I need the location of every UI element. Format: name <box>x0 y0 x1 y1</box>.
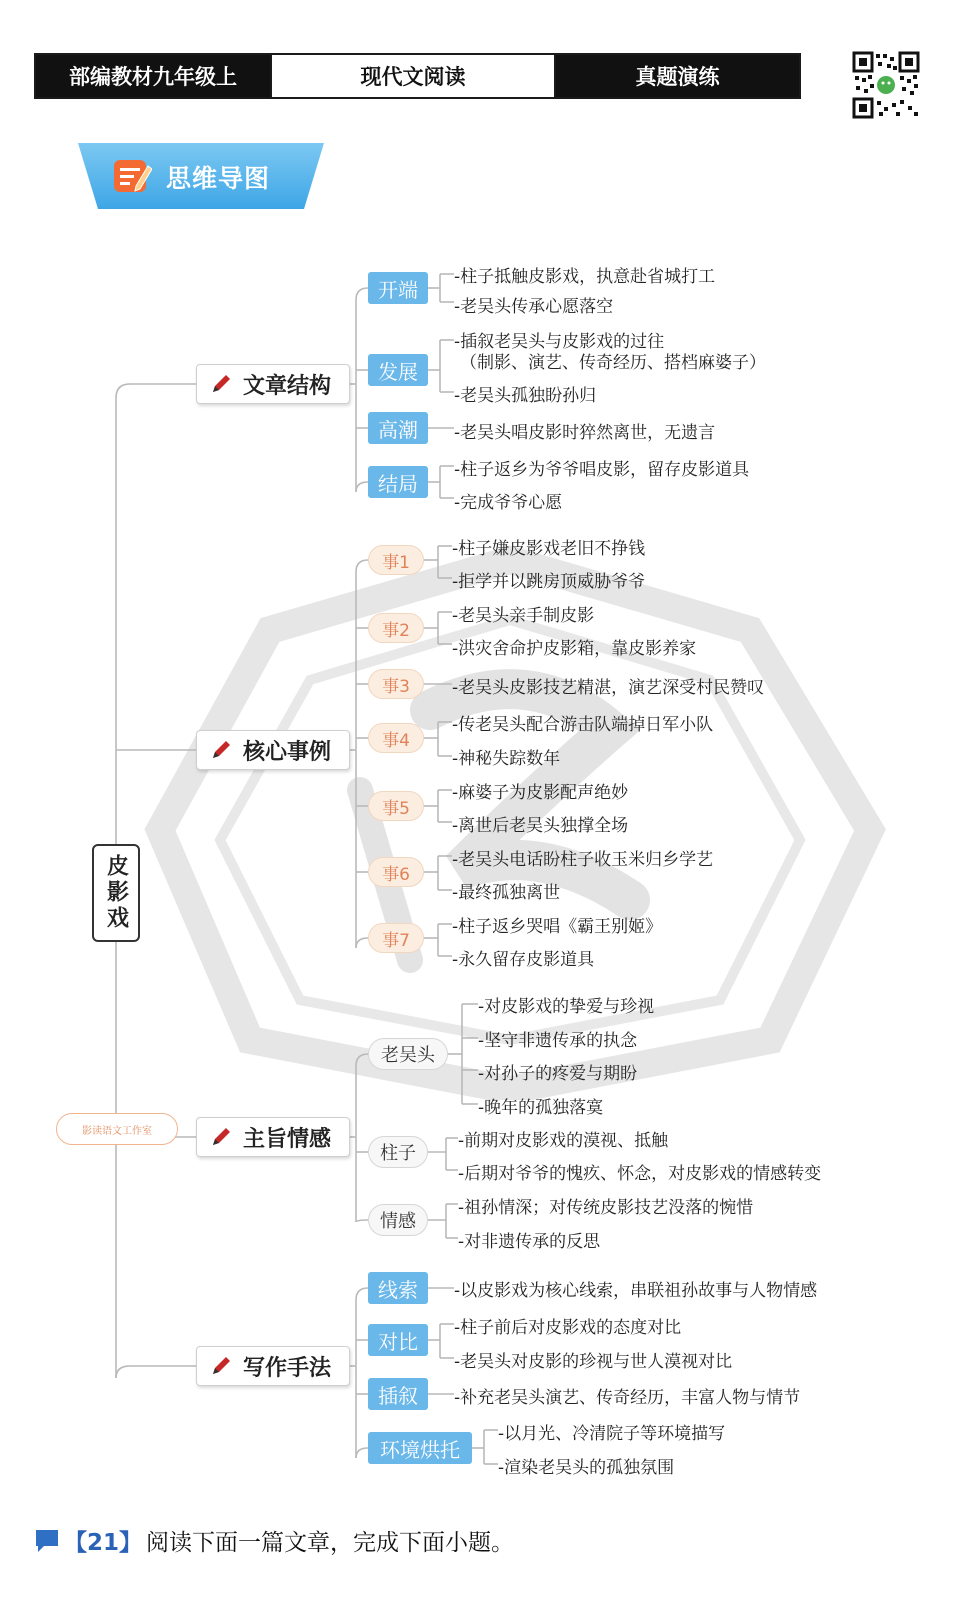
leaf-text: -永久留存皮影道具 <box>452 950 595 970</box>
node-environment: 环境烘托 <box>368 1432 472 1464</box>
header-section: 真题演练 <box>556 55 799 97</box>
branch-label: 核心事例 <box>243 739 332 765</box>
leaf-text: -老吴头孤独盼孙归 <box>454 386 597 406</box>
leaf-text: -后期对爷爷的愧疚、怀念，对皮影戏的情感转变 <box>458 1164 822 1184</box>
node-clue: 线索 <box>368 1272 428 1304</box>
node-feelings: 情感 <box>368 1204 428 1236</box>
leaf-text: （制影、演艺、传奇经历、搭档麻婆子） <box>460 353 766 373</box>
question-prompt <box>34 1524 514 1557</box>
branch-label: 写作手法 <box>243 1355 332 1381</box>
node-grandpa: 老吴头 <box>368 1038 448 1070</box>
node-event-5: 事5 <box>368 791 424 821</box>
leaf-text: -以皮影戏为核心线索，串联祖孙故事与人物情感 <box>454 1281 818 1301</box>
leaf-text: -麻婆子为皮影配声绝妙 <box>452 783 629 803</box>
branch-label: 文章结构 <box>243 373 332 399</box>
leaf-text: -神秘失踪数年 <box>452 749 561 769</box>
leaf-text: -晚年的孤独落寞 <box>478 1098 604 1118</box>
leaf-text: -对孙子的疼爱与期盼 <box>478 1064 638 1084</box>
leaf-text: -柱子返乡哭唱《霸王别姬》 <box>452 917 663 937</box>
leaf-text: -洪灾舍命护皮影箱，靠皮影养家 <box>452 639 697 659</box>
node-event-4: 事4 <box>368 723 424 753</box>
leaf-text: -离世后老吴头独撑全场 <box>452 816 629 836</box>
speech-bubble-icon <box>34 1528 60 1554</box>
leaf-text: -对非遗传承的反思 <box>458 1232 601 1252</box>
pen-icon <box>209 738 233 762</box>
leaf-text: -老吴头唱皮影时猝然离世，无遗言 <box>454 423 716 443</box>
leaf-text: -老吴头皮影技艺精湛，演艺深受村民赞叹 <box>452 678 765 698</box>
node-event-1: 事1 <box>368 545 424 575</box>
leaf-text: -柱子嫌皮影戏老旧不挣钱 <box>452 539 646 559</box>
leaf-text: -老吴头传承心愿落空 <box>454 297 614 317</box>
node-development: 发展 <box>368 354 428 386</box>
node-flashback: 插叙 <box>368 1378 428 1410</box>
node-climax: 高潮 <box>368 412 428 444</box>
leaf-text: -老吴头亲手制皮影 <box>452 606 595 626</box>
leaf-text: -老吴头电话盼柱子收玉米归乡学艺 <box>452 850 714 870</box>
leaf-text: -柱子抵触皮影戏，执意赴省城打工 <box>454 267 716 287</box>
branch-technique <box>196 1346 350 1386</box>
leaf-text: -祖孙情深；对传统皮影技艺没落的惋惜 <box>458 1198 754 1218</box>
leaf-text: -完成爷爷心愿 <box>454 493 563 513</box>
leaf-text: -传老吴头配合游击队端掉日军小队 <box>452 715 714 735</box>
leaf-text: -拒学并以跳房顶威胁爷爷 <box>452 572 646 592</box>
header-grade: 部编教材九年级上 <box>36 55 270 97</box>
leaf-text: -最终孤独离世 <box>452 883 561 903</box>
leaf-text: -老吴头对皮影的珍视与世人漠视对比 <box>454 1352 733 1372</box>
leaf-text: -补充老吴头演艺、传奇经历，丰富人物与情节 <box>454 1388 801 1408</box>
node-event-6: 事6 <box>368 857 424 887</box>
branch-events <box>196 730 350 770</box>
node-beginning: 开端 <box>368 272 428 304</box>
node-event-7: 事7 <box>368 923 424 953</box>
pen-icon <box>209 1354 233 1378</box>
question-number: 【21】 <box>64 1530 143 1556</box>
leaf-text: -前期对皮影戏的漠视、抵触 <box>458 1131 669 1151</box>
question-text: 阅读下面一篇文章，完成下面小题。 <box>146 1530 515 1556</box>
leaf-text: -渲染老吴头的孤独氛围 <box>498 1458 675 1478</box>
node-contrast: 对比 <box>368 1324 428 1356</box>
leaf-text: -坚守非遗传承的执念 <box>478 1031 638 1051</box>
node-event-3: 事3 <box>368 669 424 699</box>
leaf-text: -对皮影戏的挚爱与珍视 <box>478 997 655 1017</box>
leaf-text: -柱子返乡为爷爷唱皮影，留存皮影道具 <box>454 460 750 480</box>
leaf-text: -柱子前后对皮影戏的态度对比 <box>454 1318 682 1338</box>
leaf-text: -以月光、冷清院子等环境描写 <box>498 1424 726 1444</box>
branch-label: 主旨情感 <box>243 1126 332 1152</box>
branch-structure <box>196 364 350 404</box>
node-ending: 结局 <box>368 466 428 498</box>
pen-icon <box>209 1125 233 1149</box>
branch-emotion <box>196 1117 350 1157</box>
header-subject: 现代文阅读 <box>270 55 556 97</box>
studio-badge: 影读语文工作室 <box>56 1113 178 1145</box>
pen-icon <box>209 372 233 396</box>
banner-title: 思维导图 <box>166 164 271 193</box>
leaf-text: -插叙老吴头与皮影戏的过往 <box>454 332 665 352</box>
node-event-2: 事2 <box>368 613 424 643</box>
root-node: 皮影戏 <box>92 844 140 942</box>
node-zhuzi: 柱子 <box>368 1136 428 1168</box>
